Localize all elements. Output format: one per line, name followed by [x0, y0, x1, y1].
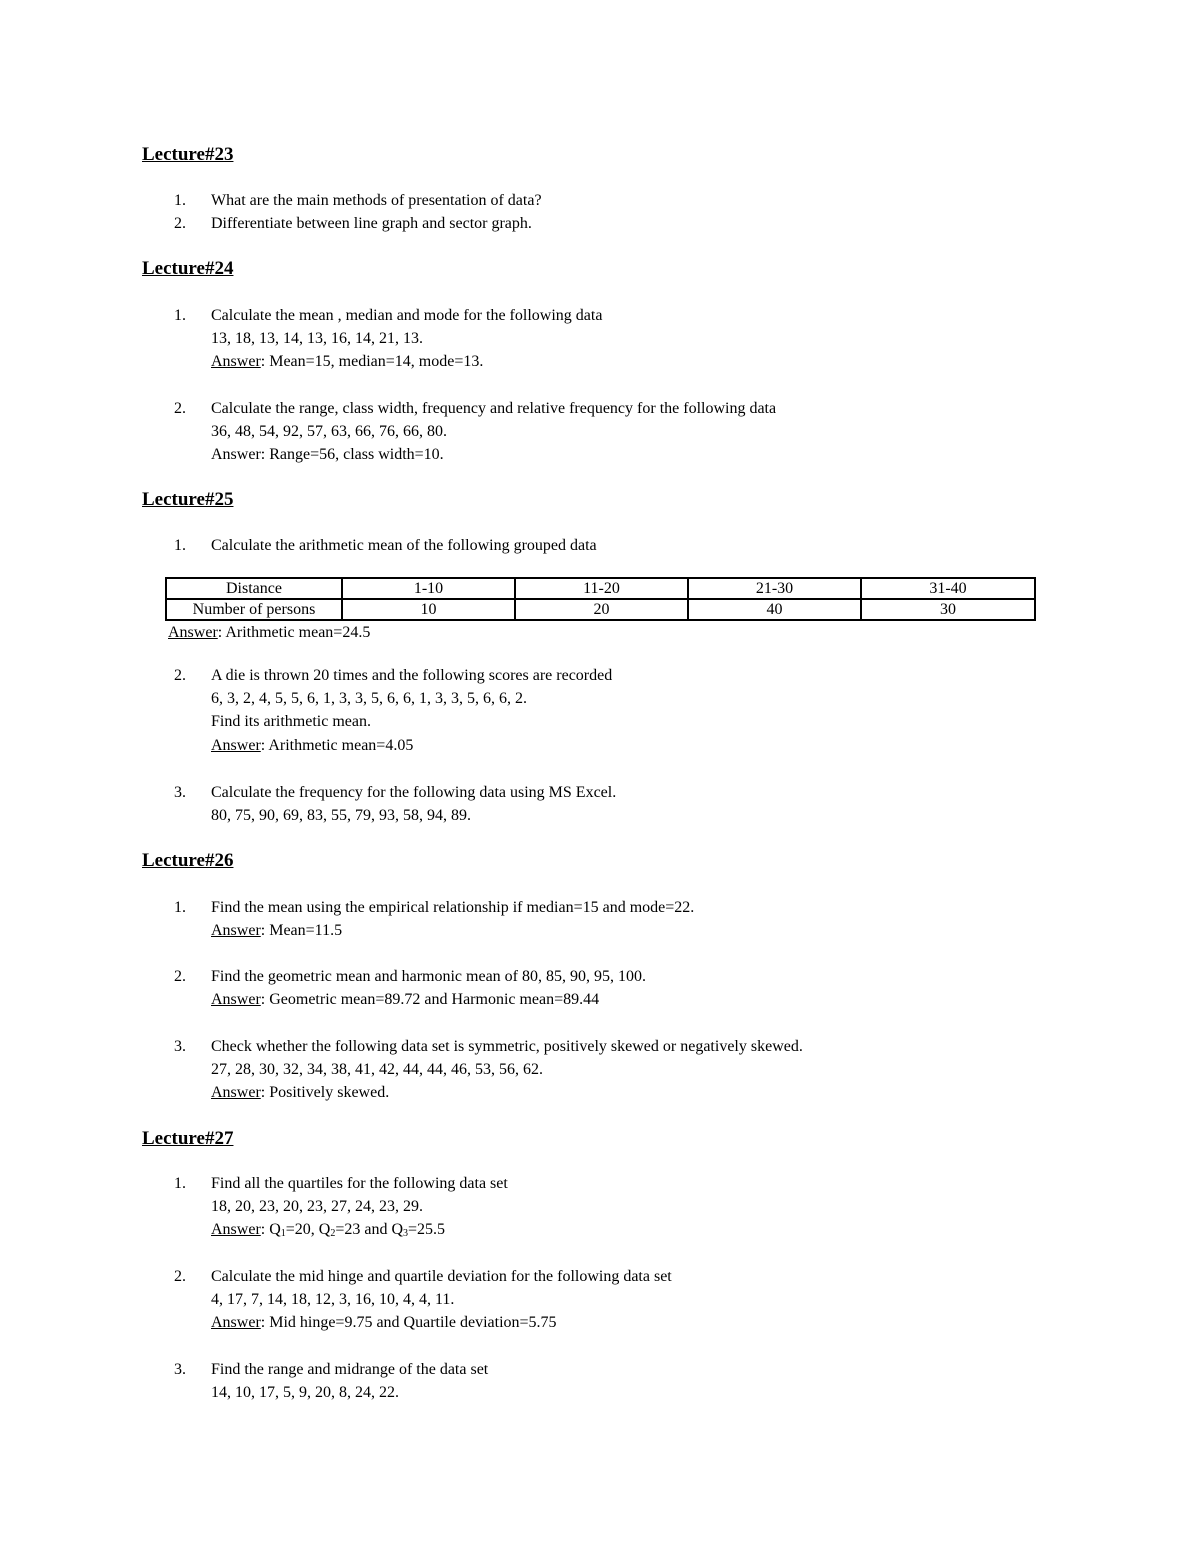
question-data: 13, 18, 13, 14, 13, 16, 14, 21, 13.: [211, 330, 423, 347]
table-cell: 31-40: [861, 578, 1035, 599]
table-cell: 20: [515, 599, 688, 620]
question-number: 2.: [174, 400, 186, 417]
answer-text: : Positively skewed.: [260, 1084, 390, 1101]
answer-label: Answer: [211, 922, 261, 939]
answer-line: [211, 919, 342, 942]
table-cell: 1-10: [342, 578, 515, 599]
question-data: 6, 3, 2, 4, 5, 5, 6, 1, 3, 3, 5, 6, 6, 1, 3, 3, 5, 6, 6, 2.: [211, 690, 527, 707]
answer-label: Answer: [211, 1221, 261, 1238]
table-cell: 10: [342, 599, 515, 620]
question-text: Find its arithmetic mean.: [211, 713, 371, 730]
question-number: 1.: [174, 1175, 186, 1192]
question-number: 1.: [174, 537, 186, 554]
answer-text: =23 and Q: [335, 1221, 404, 1238]
subscript: 2: [330, 1228, 336, 1239]
answer-text: : Geometric mean=89.72 and Harmonic mean=89.44: [260, 991, 600, 1008]
answer-text: : Mean=15, median=14, mode=13.: [260, 353, 484, 370]
answer-line: [211, 1081, 389, 1104]
table-cell: 30: [861, 599, 1035, 620]
question-data: 36, 48, 54, 92, 57, 63, 66, 76, 66, 80.: [211, 423, 447, 440]
table-cell: Number of persons: [166, 599, 342, 620]
grouped-data-table: [165, 577, 1036, 621]
question-data: 14, 10, 17, 5, 9, 20, 8, 24, 22.: [211, 1384, 399, 1401]
answer-label: Answer: [211, 1314, 261, 1331]
answer-text: : Mid hinge=9.75 and Quartile deviation=5.75: [260, 1314, 557, 1331]
table-cell: 11-20: [515, 578, 688, 599]
question-data: 18, 20, 23, 20, 23, 27, 24, 23, 29.: [211, 1198, 423, 1215]
question-text: Find all the quartiles for the following data set: [211, 1175, 508, 1192]
table-row: [166, 578, 1035, 599]
answer-label: Answer: [211, 353, 261, 370]
answer-line: [211, 988, 599, 1011]
table-cell: 40: [688, 599, 861, 620]
answer-text: =25.5: [408, 1221, 446, 1238]
question-data: 27, 28, 30, 32, 34, 38, 41, 42, 44, 44, 46, 53, 56, 62.: [211, 1061, 543, 1078]
lecture-heading: Lecture#25: [142, 489, 234, 510]
question-data: 80, 75, 90, 69, 83, 55, 79, 93, 58, 94, 89.: [211, 807, 471, 824]
answer-line: Answer: Range=56, class width=10.: [211, 446, 444, 463]
question-text: Find the range and midrange of the data set: [211, 1361, 489, 1378]
question-text: Calculate the frequency for the following data using MS Excel.: [211, 784, 617, 801]
answer-line: [211, 1218, 445, 1241]
question-number: 1.: [174, 192, 186, 209]
question-number: 2.: [174, 215, 186, 232]
lecture-heading: Lecture#24: [142, 258, 234, 279]
question-text: Find the geometric mean and harmonic mean of 80, 85, 90, 95, 100.: [211, 968, 647, 985]
answer-text: =20, Q: [285, 1221, 331, 1238]
question-data: 4, 17, 7, 14, 18, 12, 3, 16, 10, 4, 4, 11.: [211, 1291, 455, 1308]
answer-text: : Arithmetic mean=24.5: [217, 624, 371, 641]
lecture-heading: Lecture#23: [142, 144, 234, 165]
question-text: Calculate the mean , median and mode for the following data: [211, 307, 603, 324]
question-text: Find the mean using the empirical relationship if median=15 and mode=22.: [211, 899, 695, 916]
question-number: 2.: [174, 667, 186, 684]
question-number: 1.: [174, 899, 186, 916]
answer-line: [211, 734, 413, 757]
question-number: 3.: [174, 784, 186, 801]
question-text: What are the main methods of presentation of data?: [211, 192, 542, 209]
question-text: A die is thrown 20 times and the following scores are recorded: [211, 667, 613, 684]
question-text: Calculate the arithmetic mean of the following grouped data: [211, 537, 597, 554]
answer-label: Answer: [168, 624, 218, 641]
answer-text: : Arithmetic mean=4.05: [260, 737, 414, 754]
answer-label: Answer: [211, 991, 261, 1008]
question-number: 3.: [174, 1361, 186, 1378]
question-text: Calculate the mid hinge and quartile deviation for the following data set: [211, 1268, 672, 1285]
table-cell: Distance: [166, 578, 342, 599]
answer-line: [211, 1311, 557, 1334]
question-text: Check whether the following data set is symmetric, positively skewed or negatively skewed.: [211, 1038, 803, 1055]
answer-label: Answer: [211, 737, 261, 754]
subscript: 1: [280, 1228, 286, 1239]
answer-text: : Mean=11.5: [260, 922, 343, 939]
answer-line: [211, 350, 483, 373]
table-cell: 21-30: [688, 578, 861, 599]
lecture-heading: Lecture#27: [142, 1128, 234, 1149]
answer-text: : Q: [260, 1221, 281, 1238]
question-number: 2.: [174, 1268, 186, 1285]
question-text: Differentiate between line graph and sector graph.: [211, 215, 532, 232]
question-text: Calculate the range, class width, frequency and relative frequency for the following data: [211, 400, 777, 417]
subscript: 3: [403, 1228, 409, 1239]
lecture-heading: Lecture#26: [142, 850, 234, 871]
answer-line: [168, 622, 370, 644]
question-number: 3.: [174, 1038, 186, 1055]
answer-label: Answer: [211, 1084, 261, 1101]
question-number: 1.: [174, 307, 186, 324]
table-row: [166, 599, 1035, 620]
question-number: 2.: [174, 968, 186, 985]
